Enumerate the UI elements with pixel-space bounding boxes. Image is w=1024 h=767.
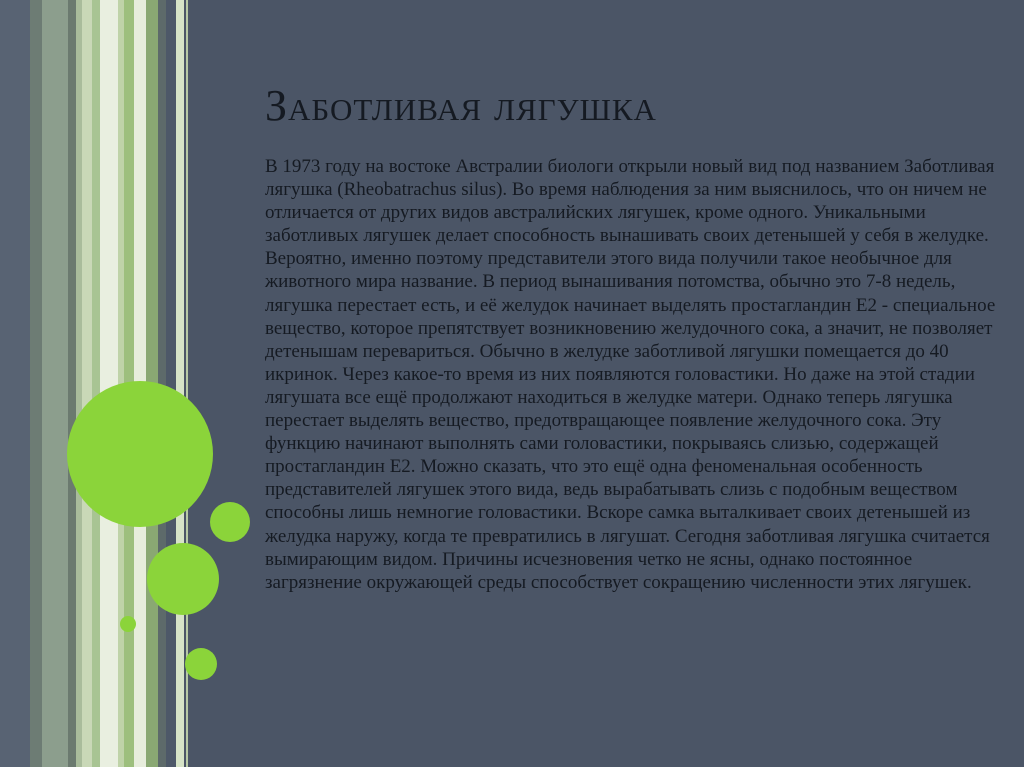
medium-circle [147,543,219,615]
slide-title: Заботливая лягушка [265,81,657,130]
tiny-circle [120,616,136,632]
slide-body-text: В 1973 году на востоке Австралии биологи открыли новый вид под названием Заботливая лягушка (Rheobatrachus silus). Во время наблюдения за ним выяснилось, что он ничем не отличается от других видов австралийских лягушек, кроме одного. Уникальными заботливых лягушек делает способность вынашивать своих детенышей у себя в желудке. Вероятно, именно поэтому представители этого вида получили такое необычное для животного мира название. В период вынашивания потомства, обычно это 7-8 недель, лягушка перестает есть, и её желудок начинает выделять простагландин Е2 - специальное вещество, которое препятствует возникновению желудочного сока, а значит, не позволяет детенышам перевариться. Обычно в желудке заботливой лягушки помещается до 40 икринок. Через какое-то время из них появляются головастики. Но даже на этой стадии лягушата все ещё продолжают находиться в желудке матери. Однако теперь лягушка перестает выделять вещество, предотвращающее появление желудочного сока. Эту функцию начинают выполнять сами головастики, покрываясь слизью, содержащей простагландин Е2. Можно сказать, что это ещё одна феноменальная особенность представителей лягушек этого вида, ведь вырабатывать слизь с подобным веществом способны лишь немногие головастики. Вскоре самка выталкивает своих детенышей из желудка наружу, когда те превратились в лягушат. Сегодня заботливая лягушка считается вымирающим видом. Причины исчезновения четко не ясны, однако постоянное загрязнение окружающей среды способствует сокращению численности этих лягушек. [265,156,996,593]
small-circle-bottom [185,648,217,680]
small-circle [210,502,250,542]
large-circle [67,381,213,527]
